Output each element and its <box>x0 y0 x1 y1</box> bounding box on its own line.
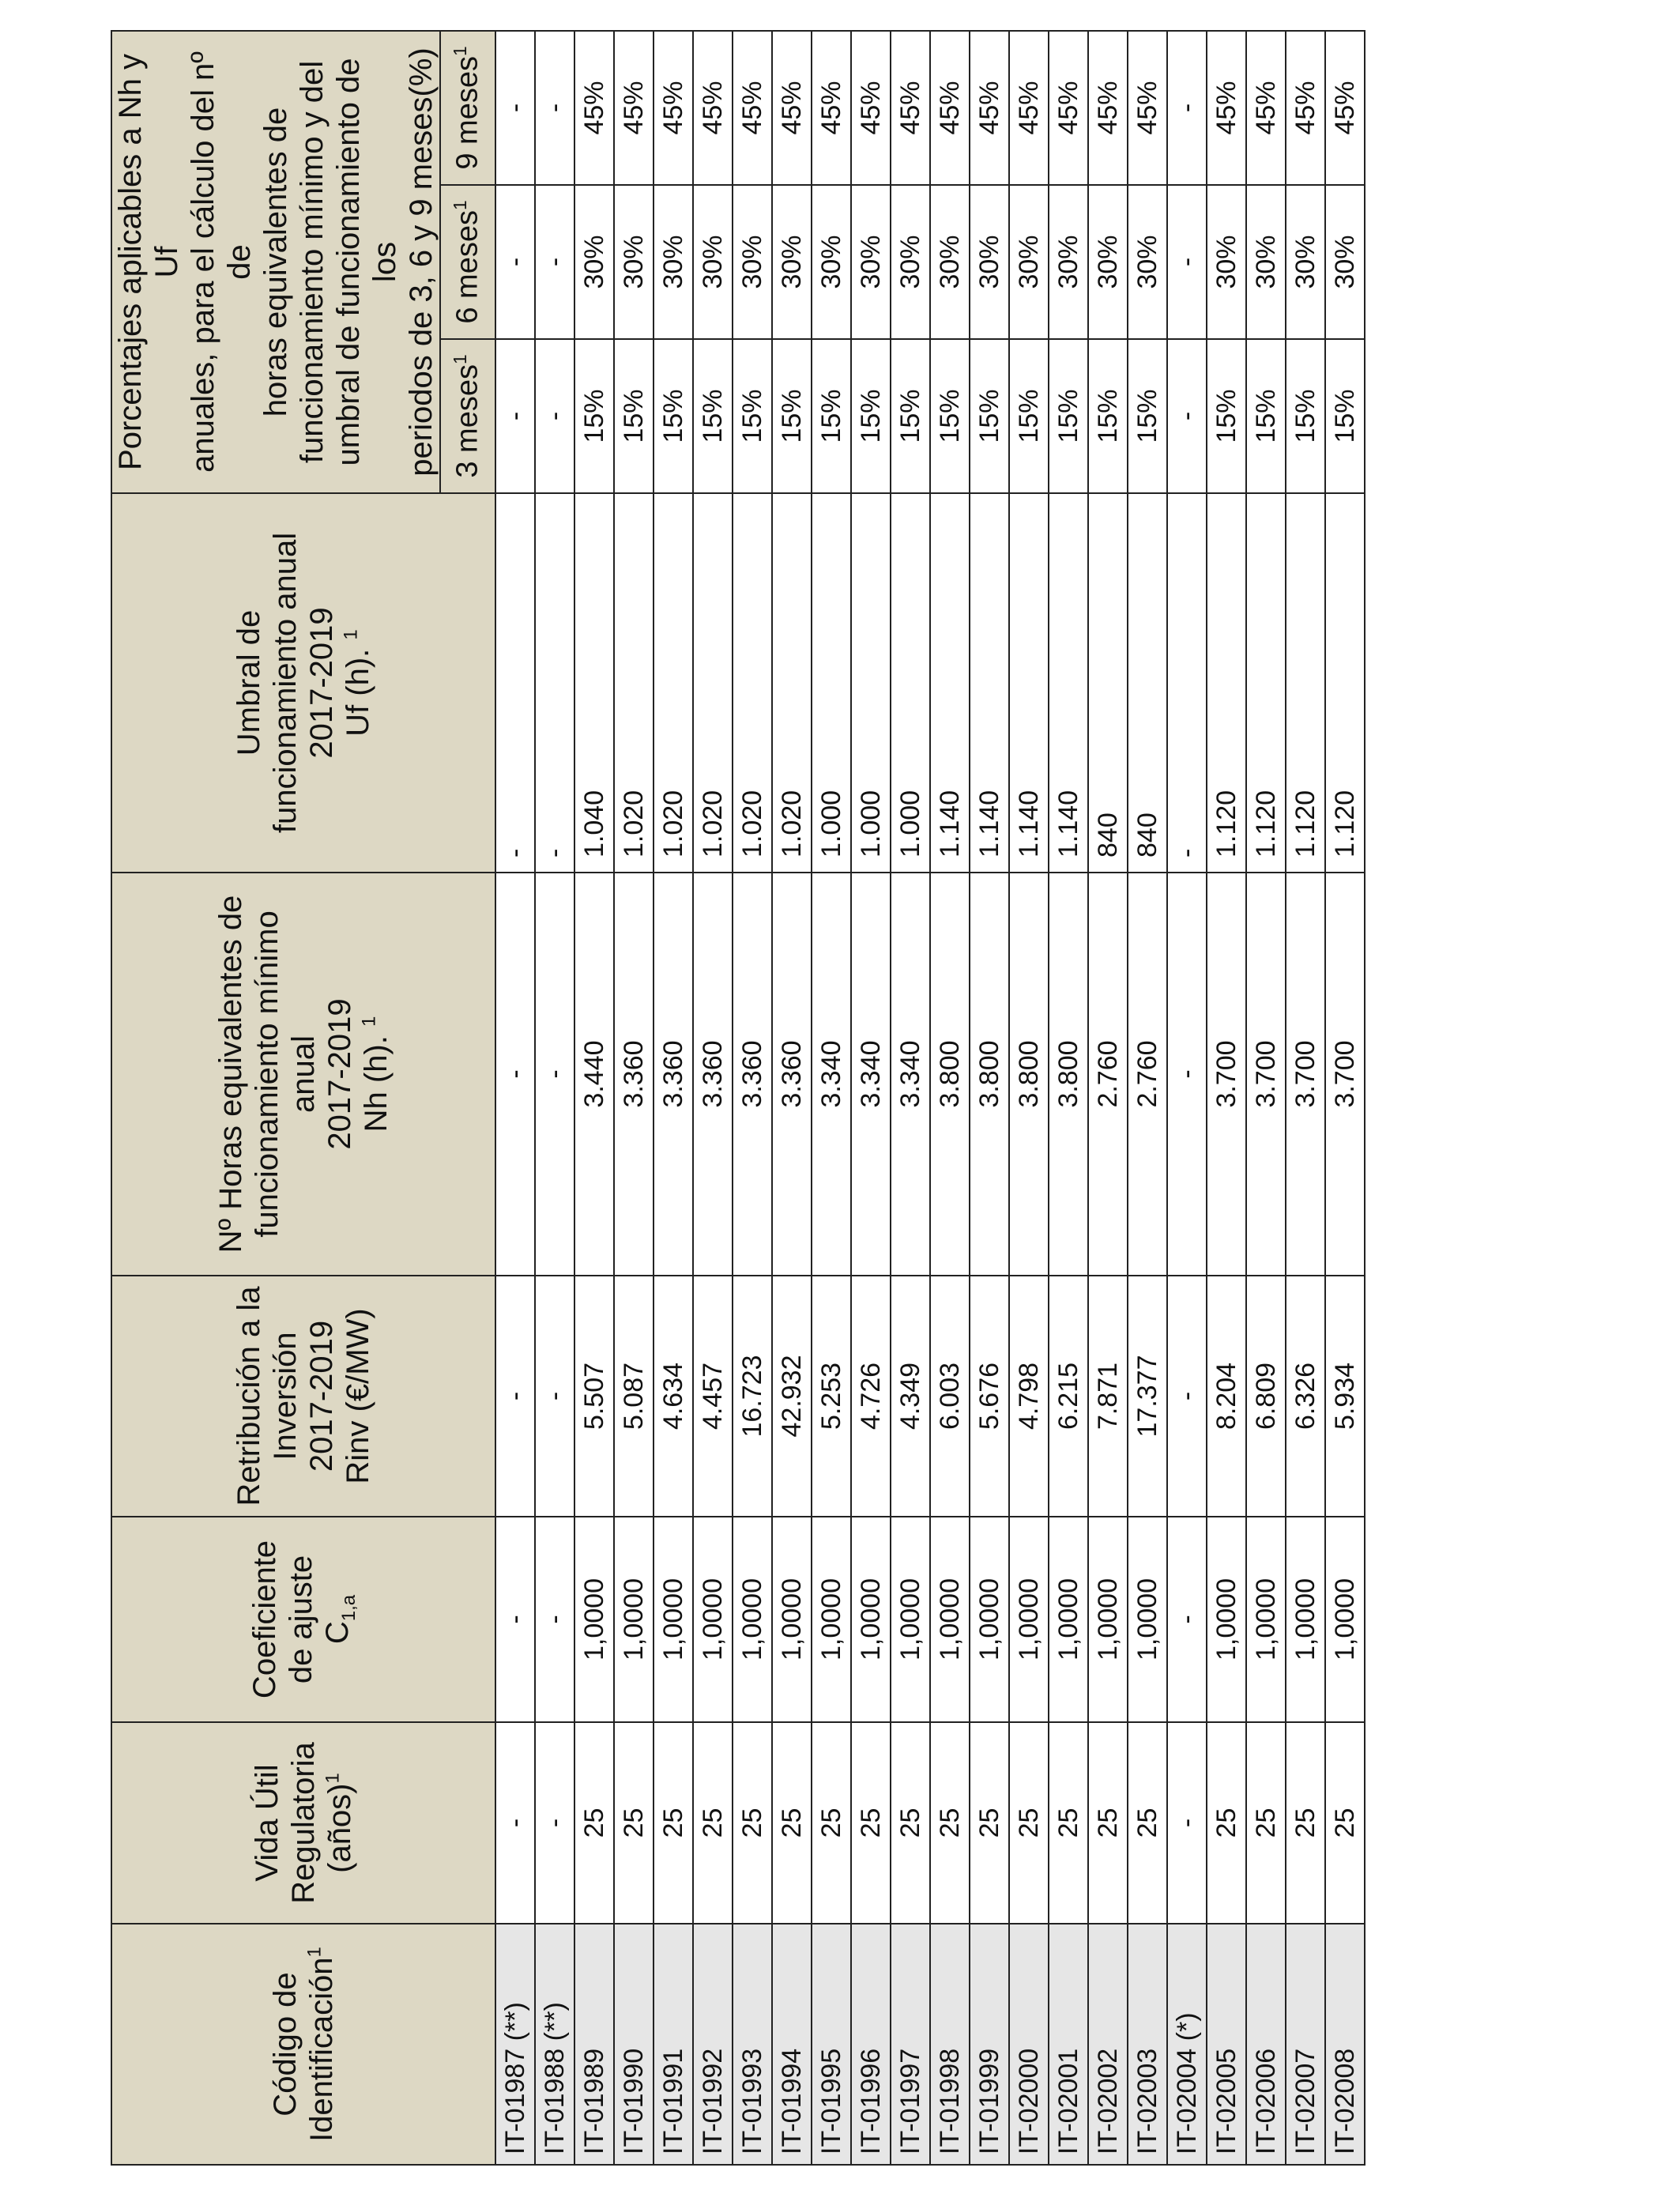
header-nh: Nº Horas equivalentes de funcionamiento mínimo anual 2017-2019 Nh (h). $^1$ <box>111 873 495 1276</box>
cell-rinv: 4.457 <box>693 1276 733 1517</box>
header-coeficiente: Coeficiente de ajuste $C_{1,a}$ <box>111 1517 495 1722</box>
header-codigo: Código de Identificación$^1$ <box>111 1924 495 2165</box>
cell-code: IT-02001 <box>1049 1924 1088 2165</box>
cell-rinv: 6.003 <box>930 1276 970 1517</box>
cell-code: IT-01989 <box>574 1924 614 2165</box>
cell-3-meses: 15% <box>1207 339 1246 493</box>
cell-3-meses: - <box>1167 339 1207 493</box>
cell-code: IT-02005 <box>1207 1924 1246 2165</box>
cell-rinv: - <box>535 1276 574 1517</box>
cell-vida: 25 <box>1246 1722 1286 1924</box>
cell-uf: 1.140 <box>970 493 1009 873</box>
cell-6-meses: 30% <box>851 185 891 339</box>
cell-code: IT-01992 <box>693 1924 733 2165</box>
cell-nh: 3.340 <box>891 873 930 1276</box>
header-porcentajes: Porcentajes aplicables a Nh y Uf anuales, para el cálculo del nº de horas equivalentes de funcionamiento mínimo y del umbral de funcionamiento de los periodos de 3, 6 y 9 meses(%) <box>111 31 440 493</box>
cell-9-meses: 45% <box>1088 31 1128 185</box>
cell-uf: 1.020 <box>654 493 693 873</box>
cell-rinv: 4.798 <box>1009 1276 1049 1517</box>
table-row <box>1088 31 1128 2165</box>
cell-code: IT-02002 <box>1088 1924 1128 2165</box>
table-row <box>812 31 851 2165</box>
cell-6-meses: 30% <box>1207 185 1246 339</box>
cell-code: IT-01998 <box>930 1924 970 2165</box>
cell-9-meses: 45% <box>1128 31 1167 185</box>
cell-uf: 1.120 <box>1286 493 1325 873</box>
cell-uf: 1.020 <box>693 493 733 873</box>
cell-nh: 3.800 <box>930 873 970 1276</box>
cell-9-meses: - <box>495 31 535 185</box>
cell-rinv: 4.634 <box>654 1276 693 1517</box>
cell-vida: 25 <box>1286 1722 1325 1924</box>
cell-9-meses: 45% <box>733 31 772 185</box>
cell-6-meses: 30% <box>1088 185 1128 339</box>
cell-uf: 1.020 <box>733 493 772 873</box>
cell-coef: 1,0000 <box>1286 1517 1325 1722</box>
table-row <box>930 31 970 2165</box>
cell-coef: 1,0000 <box>1088 1517 1128 1722</box>
cell-nh: - <box>1167 873 1207 1276</box>
cell-9-meses: 45% <box>1246 31 1286 185</box>
cell-uf: 1.020 <box>614 493 654 873</box>
table-row <box>1325 31 1365 2165</box>
cell-3-meses: 15% <box>693 339 733 493</box>
cell-coef: 1,0000 <box>1325 1517 1365 1722</box>
cell-uf: 1.040 <box>574 493 614 873</box>
cell-3-meses: 15% <box>891 339 930 493</box>
cell-6-meses: 30% <box>1325 185 1365 339</box>
cell-coef: - <box>495 1517 535 1722</box>
table-row <box>654 31 693 2165</box>
header-6-meses: 6 meses$^1$ <box>440 185 495 339</box>
cell-rinv: 17.377 <box>1128 1276 1167 1517</box>
cell-vida: 25 <box>614 1722 654 1924</box>
cell-uf: 1.000 <box>851 493 891 873</box>
cell-nh: 3.700 <box>1325 873 1365 1276</box>
cell-coef: 1,0000 <box>851 1517 891 1722</box>
cell-9-meses: 45% <box>1049 31 1088 185</box>
cell-nh: 3.700 <box>1246 873 1286 1276</box>
cell-vida: 25 <box>1049 1722 1088 1924</box>
cell-nh: 3.700 <box>1207 873 1246 1276</box>
table-row <box>851 31 891 2165</box>
cell-9-meses: 45% <box>891 31 930 185</box>
cell-3-meses: 15% <box>970 339 1009 493</box>
cell-vida: 25 <box>1325 1722 1365 1924</box>
cell-rinv: - <box>495 1276 535 1517</box>
cell-nh: 3.800 <box>1009 873 1049 1276</box>
table-header <box>111 31 495 2165</box>
cell-9-meses: 45% <box>851 31 891 185</box>
cell-code: IT-01990 <box>614 1924 654 2165</box>
cell-vida: 25 <box>851 1722 891 1924</box>
cell-9-meses: 45% <box>1009 31 1049 185</box>
cell-9-meses: 45% <box>574 31 614 185</box>
cell-9-meses: 45% <box>693 31 733 185</box>
cell-code: IT-01987 (**) <box>495 1924 535 2165</box>
cell-vida: 25 <box>1009 1722 1049 1924</box>
cell-coef: 1,0000 <box>693 1517 733 1722</box>
table-row <box>614 31 654 2165</box>
cell-rinv: 4.349 <box>891 1276 930 1517</box>
cell-vida: 25 <box>574 1722 614 1924</box>
cell-code: IT-01995 <box>812 1924 851 2165</box>
cell-coef: 1,0000 <box>891 1517 930 1722</box>
cell-uf: - <box>495 493 535 873</box>
cell-3-meses: 15% <box>930 339 970 493</box>
cell-6-meses: 30% <box>733 185 772 339</box>
cell-rinv: 6.809 <box>1246 1276 1286 1517</box>
cell-3-meses: 15% <box>1286 339 1325 493</box>
table-row <box>1049 31 1088 2165</box>
cell-3-meses: 15% <box>1246 339 1286 493</box>
cell-6-meses: 30% <box>1246 185 1286 339</box>
cell-6-meses: 30% <box>574 185 614 339</box>
cell-uf: 1.120 <box>1207 493 1246 873</box>
cell-9-meses: 45% <box>970 31 1009 185</box>
cell-coef: 1,0000 <box>1049 1517 1088 1722</box>
cell-9-meses: 45% <box>1325 31 1365 185</box>
cell-9-meses: 45% <box>1207 31 1246 185</box>
cell-code: IT-02003 <box>1128 1924 1167 2165</box>
cell-3-meses: 15% <box>1128 339 1167 493</box>
table-row <box>1286 31 1325 2165</box>
cell-vida: 25 <box>772 1722 812 1924</box>
header-rinv: Retribución a la Inversión 2017-2019 Rinv (€/MW) <box>111 1276 495 1517</box>
cell-uf: 1.120 <box>1246 493 1286 873</box>
cell-code: IT-02007 <box>1286 1924 1325 2165</box>
cell-uf: 1.120 <box>1325 493 1365 873</box>
cell-6-meses: - <box>495 185 535 339</box>
cell-uf: - <box>1167 493 1207 873</box>
cell-uf: 1.140 <box>1009 493 1049 873</box>
cell-nh: 3.360 <box>614 873 654 1276</box>
cell-code: IT-02006 <box>1246 1924 1286 2165</box>
cell-uf: 1.140 <box>1049 493 1088 873</box>
cell-9-meses: 45% <box>930 31 970 185</box>
cell-3-meses: 15% <box>733 339 772 493</box>
cell-6-meses: 30% <box>1128 185 1167 339</box>
cell-code: IT-01993 <box>733 1924 772 2165</box>
cell-6-meses: 30% <box>1009 185 1049 339</box>
cell-6-meses: 30% <box>654 185 693 339</box>
cell-nh: 3.360 <box>733 873 772 1276</box>
cell-6-meses: 30% <box>970 185 1009 339</box>
cell-rinv: 7.871 <box>1088 1276 1128 1517</box>
cell-nh: 3.800 <box>1049 873 1088 1276</box>
table-row <box>574 31 614 2165</box>
header-vida-util: Vida Útil Regulatoria (años)$^1$ <box>111 1722 495 1924</box>
cell-code: IT-01996 <box>851 1924 891 2165</box>
header-3-meses: 3 meses$^1$ <box>440 339 495 493</box>
cell-vida: - <box>495 1722 535 1924</box>
cell-coef: 1,0000 <box>1246 1517 1286 1722</box>
cell-9-meses: - <box>535 31 574 185</box>
cell-vida: 25 <box>891 1722 930 1924</box>
cell-vida: - <box>535 1722 574 1924</box>
cell-coef: 1,0000 <box>654 1517 693 1722</box>
cell-coef: 1,0000 <box>733 1517 772 1722</box>
cell-nh: 3.360 <box>772 873 812 1276</box>
cell-code: IT-01997 <box>891 1924 930 2165</box>
cell-vida: - <box>1167 1722 1207 1924</box>
cell-nh: 3.700 <box>1286 873 1325 1276</box>
cell-coef: 1,0000 <box>574 1517 614 1722</box>
header-9-meses: 9 meses$^1$ <box>440 31 495 185</box>
cell-coef: 1,0000 <box>930 1517 970 1722</box>
cell-6-meses: 30% <box>1049 185 1088 339</box>
cell-rinv: 5.087 <box>614 1276 654 1517</box>
cell-3-meses: 15% <box>654 339 693 493</box>
cell-coef: 1,0000 <box>1207 1517 1246 1722</box>
cell-vida: 25 <box>812 1722 851 1924</box>
cell-3-meses: 15% <box>1009 339 1049 493</box>
cell-vida: 25 <box>970 1722 1009 1924</box>
cell-3-meses: 15% <box>574 339 614 493</box>
cell-vida: 25 <box>1128 1722 1167 1924</box>
cell-uf: 1.000 <box>812 493 851 873</box>
cell-uf: - <box>535 493 574 873</box>
cell-6-meses: 30% <box>614 185 654 339</box>
cell-vida: 25 <box>693 1722 733 1924</box>
cell-code: IT-01994 <box>772 1924 812 2165</box>
cell-rinv: - <box>1167 1276 1207 1517</box>
cell-rinv: 42.932 <box>772 1276 812 1517</box>
cell-code: IT-01991 <box>654 1924 693 2165</box>
table-row <box>772 31 812 2165</box>
table-row <box>693 31 733 2165</box>
cell-rinv: 5.676 <box>970 1276 1009 1517</box>
cell-code: IT-02008 <box>1325 1924 1365 2165</box>
cell-3-meses: 15% <box>1049 339 1088 493</box>
table-row <box>970 31 1009 2165</box>
cell-nh: 3.360 <box>654 873 693 1276</box>
cell-nh: 2.760 <box>1088 873 1128 1276</box>
cell-vida: 25 <box>654 1722 693 1924</box>
cell-9-meses: 45% <box>1286 31 1325 185</box>
cell-rinv: 5.934 <box>1325 1276 1365 1517</box>
cell-code: IT-02000 <box>1009 1924 1049 2165</box>
cell-coef: 1,0000 <box>772 1517 812 1722</box>
cell-rinv: 16.723 <box>733 1276 772 1517</box>
cell-6-meses: 30% <box>930 185 970 339</box>
cell-3-meses: 15% <box>812 339 851 493</box>
cell-nh: 3.340 <box>812 873 851 1276</box>
table-row <box>1246 31 1286 2165</box>
cell-9-meses: 45% <box>812 31 851 185</box>
table-row <box>891 31 930 2165</box>
cell-6-meses: - <box>1167 185 1207 339</box>
cell-3-meses: 15% <box>1088 339 1128 493</box>
cell-vida: 25 <box>1088 1722 1128 1924</box>
cell-rinv: 6.326 <box>1286 1276 1325 1517</box>
cell-nh: 2.760 <box>1128 873 1167 1276</box>
cell-3-meses: - <box>495 339 535 493</box>
cell-uf: 840 <box>1128 493 1167 873</box>
table-row <box>1009 31 1049 2165</box>
cell-3-meses: 15% <box>614 339 654 493</box>
cell-coef: - <box>1167 1517 1207 1722</box>
cell-coef: 1,0000 <box>1009 1517 1049 1722</box>
cell-6-meses: 30% <box>812 185 851 339</box>
cell-rinv: 8.204 <box>1207 1276 1246 1517</box>
cell-uf: 1.000 <box>891 493 930 873</box>
cell-9-meses: - <box>1167 31 1207 185</box>
cell-9-meses: 45% <box>772 31 812 185</box>
table-row <box>1167 31 1207 2165</box>
cell-nh: 3.440 <box>574 873 614 1276</box>
cell-code: IT-01988 (**) <box>535 1924 574 2165</box>
cell-rinv: 6.215 <box>1049 1276 1088 1517</box>
cell-6-meses: - <box>535 185 574 339</box>
cell-nh: 3.360 <box>693 873 733 1276</box>
cell-uf: 1.140 <box>930 493 970 873</box>
remuneration-table <box>111 30 1365 2166</box>
rotated-page <box>111 32 1360 2166</box>
cell-coef: 1,0000 <box>970 1517 1009 1722</box>
cell-6-meses: 30% <box>1286 185 1325 339</box>
cell-6-meses: 30% <box>693 185 733 339</box>
table-row <box>1207 31 1246 2165</box>
cell-9-meses: 45% <box>614 31 654 185</box>
cell-code: IT-01999 <box>970 1924 1009 2165</box>
table-row <box>733 31 772 2165</box>
cell-uf: 840 <box>1088 493 1128 873</box>
table-body <box>495 31 1365 2165</box>
cell-rinv: 5.253 <box>812 1276 851 1517</box>
table-row <box>535 31 574 2165</box>
cell-6-meses: 30% <box>891 185 930 339</box>
cell-3-meses: 15% <box>772 339 812 493</box>
cell-3-meses: 15% <box>851 339 891 493</box>
cell-nh: 3.800 <box>970 873 1009 1276</box>
cell-nh: - <box>535 873 574 1276</box>
cell-rinv: 5.507 <box>574 1276 614 1517</box>
cell-vida: 25 <box>733 1722 772 1924</box>
cell-nh: - <box>495 873 535 1276</box>
cell-coef: 1,0000 <box>1128 1517 1167 1722</box>
cell-nh: 3.340 <box>851 873 891 1276</box>
cell-9-meses: 45% <box>654 31 693 185</box>
header-uf: Umbral de funcionamiento anual 2017-2019 Uf (h). $^1$ <box>111 493 495 873</box>
cell-uf: 1.020 <box>772 493 812 873</box>
cell-rinv: 4.726 <box>851 1276 891 1517</box>
cell-6-meses: 30% <box>772 185 812 339</box>
cell-vida: 25 <box>1207 1722 1246 1924</box>
cell-coef: 1,0000 <box>614 1517 654 1722</box>
table-row <box>1128 31 1167 2165</box>
cell-3-meses: - <box>535 339 574 493</box>
table-row <box>495 31 535 2165</box>
cell-coef: - <box>535 1517 574 1722</box>
cell-vida: 25 <box>930 1722 970 1924</box>
cell-code: IT-02004 (*) <box>1167 1924 1207 2165</box>
cell-coef: 1,0000 <box>812 1517 851 1722</box>
cell-3-meses: 15% <box>1325 339 1365 493</box>
